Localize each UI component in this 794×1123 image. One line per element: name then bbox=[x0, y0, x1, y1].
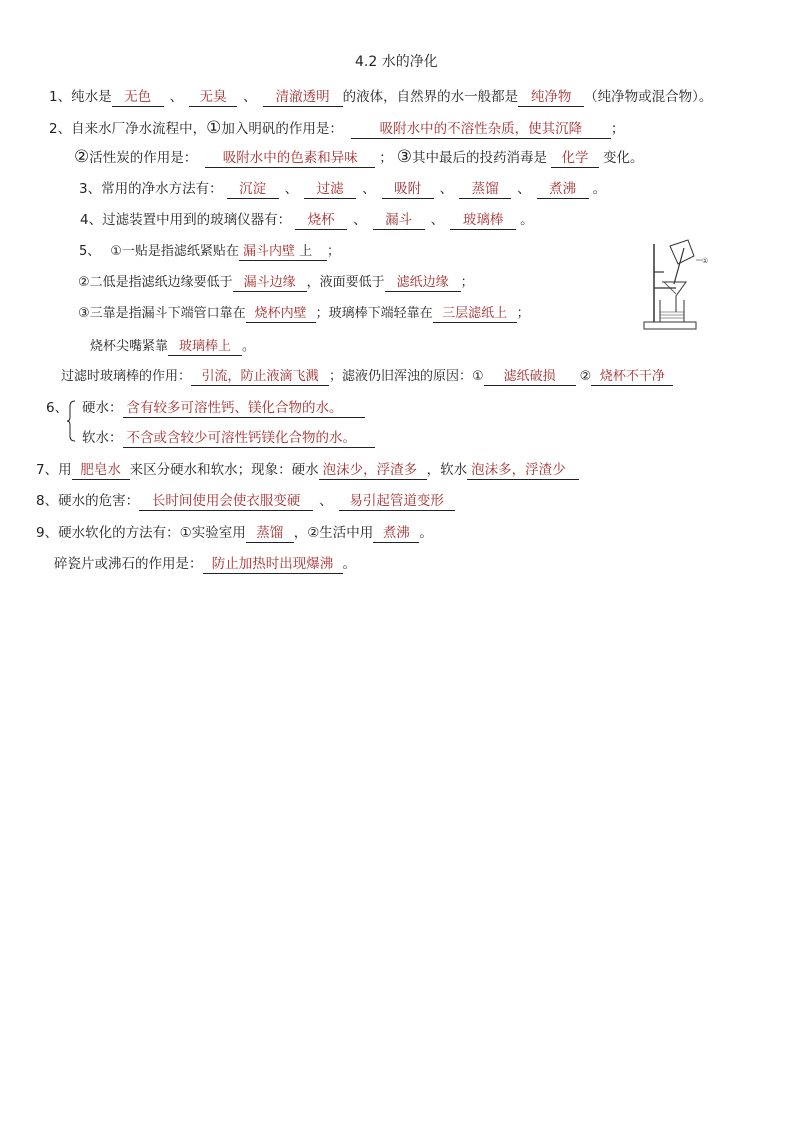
q5-line-2-text: ②二低是指滤纸边缘要低于 bbox=[78, 275, 233, 290]
q2-prefix: 2、自来水厂净水流程中， bbox=[49, 121, 207, 137]
q5-answer-funnel-edge: 漏斗边缘 bbox=[233, 274, 307, 292]
q2-part-1-end: ； bbox=[610, 121, 625, 137]
q8-prefix: 8、硬水的危害： bbox=[36, 493, 140, 509]
q5-line-4-text: 烧杯尖嘴紧靠 bbox=[90, 339, 169, 354]
q5-answer-funnel-wall bbox=[239, 243, 327, 261]
q5-line-3-end: ； bbox=[516, 306, 530, 321]
question-5-line-3 bbox=[78, 304, 530, 324]
q5-line-5-middle: ；滤液仍旧浑浊的原因：① bbox=[329, 369, 484, 384]
q7-middle-2: ，软水 bbox=[426, 462, 468, 478]
q4-answer-funnel: 漏斗 bbox=[373, 212, 425, 230]
question-9-line-2 bbox=[54, 554, 356, 574]
q6-hard-label: 硬水： bbox=[82, 400, 123, 416]
page-title: 4.2 水的净化 bbox=[355, 54, 438, 70]
q2-part-3-text: 其中最后的投药消毒是 bbox=[412, 150, 547, 166]
q9-answer-distillation: 蒸馏 bbox=[246, 525, 294, 543]
figure-label: ① bbox=[702, 257, 709, 265]
q1-answer-clear: 清澈透明 bbox=[263, 89, 343, 107]
question-2-continued bbox=[74, 147, 644, 168]
q3-answer-adsorption: 吸附 bbox=[382, 181, 434, 199]
q9-answer-boiling: 煮沸 bbox=[373, 525, 419, 543]
q7-prefix: 7、用 bbox=[36, 462, 72, 478]
q5-answer-glass-rod: 玻璃棒上 bbox=[168, 338, 242, 356]
question-5-line-5 bbox=[61, 367, 673, 387]
q3-end: 。 bbox=[592, 181, 607, 197]
q2-answer-carbon: 吸附水中的色素和异味 bbox=[205, 150, 375, 168]
q8-answer-pipes: 易引起管道变形 bbox=[339, 493, 455, 511]
q7-answer-hard-phenomenon: 泡沫少，浮渣多 bbox=[319, 462, 427, 480]
q9-line-2-text: 碎瓷片或沸石的作用是： bbox=[54, 556, 203, 572]
q3-sep: 、 bbox=[284, 181, 299, 197]
q2-mark-1: ① bbox=[206, 118, 222, 138]
q4-answer-beaker: 烧杯 bbox=[295, 212, 347, 230]
q5-line-5-middle-2: ② bbox=[579, 369, 592, 384]
q3-sep: 、 bbox=[517, 181, 531, 197]
q6-soft-label: 软水： bbox=[82, 430, 123, 446]
q5-line-5-text: 过滤时玻璃棒的作用： bbox=[61, 369, 192, 384]
q5-line-3-middle: ；玻璃棒下端轻靠在 bbox=[315, 306, 433, 321]
q9-answer-prevent-bumping: 防止加热时出现爆沸 bbox=[203, 556, 343, 574]
q3-sep: 、 bbox=[362, 181, 376, 197]
question-4 bbox=[80, 210, 534, 230]
q3-prefix: 3、常用的净水方法有： bbox=[79, 181, 223, 197]
q9-prefix: 9、硬水软化的方法有：①实验室用 bbox=[36, 525, 246, 541]
q7-middle: 来区分硬水和软水；现象：硬水 bbox=[129, 462, 319, 478]
q5-answer-tail: 上 bbox=[299, 244, 313, 259]
q6-hard-water bbox=[82, 398, 365, 418]
q5-answer-beaker-wall: 烧杯内壁 bbox=[246, 305, 316, 323]
q5-line-3-text: ③三靠是指漏斗下端管口靠在 bbox=[78, 306, 246, 321]
q8-sep: 、 bbox=[319, 493, 333, 509]
q4-sep: 、 bbox=[353, 212, 367, 228]
q2-part-3-end: 变化。 bbox=[603, 150, 644, 166]
q1-prefix: 1、纯水是 bbox=[49, 89, 112, 105]
question-8 bbox=[36, 491, 455, 511]
q1-answer-odorless: 无臭 bbox=[189, 89, 237, 107]
q5-answer-three-layers: 三层滤纸上 bbox=[433, 305, 517, 323]
q4-answer-glass-rod: 玻璃棒 bbox=[450, 212, 516, 230]
q6-soft-water bbox=[82, 428, 375, 448]
question-9 bbox=[36, 523, 433, 543]
q5-answer-text: 漏斗内壁 bbox=[242, 244, 295, 259]
q5-line-4-end: 。 bbox=[242, 339, 256, 354]
q2-part-2-end: ； bbox=[379, 150, 393, 166]
q4-sep: 、 bbox=[430, 212, 445, 228]
q7-answer-soft-phenomenon: 泡沫多，浮渣少 bbox=[467, 462, 579, 480]
q5-answer-paper-broken: 滤纸破损 bbox=[484, 368, 576, 386]
q5-answer-paper-edge: 滤纸边缘 bbox=[385, 274, 461, 292]
q3-answer-distillation: 蒸馏 bbox=[459, 181, 511, 199]
q3-sep: 、 bbox=[439, 181, 454, 197]
q1-middle: 的液体，自然界的水一般都是 bbox=[342, 89, 519, 105]
brace-icon bbox=[66, 400, 76, 442]
q5-answer-guide-flow: 引流，防止液滴飞溅 bbox=[191, 368, 329, 386]
q2-mark-2: ② bbox=[74, 147, 90, 167]
question-2 bbox=[49, 118, 624, 139]
question-5-line-4 bbox=[90, 337, 255, 357]
q5-line-1-text: ①一贴是指滤纸紧贴在 bbox=[110, 244, 239, 259]
q1-answer-pure: 纯净物 bbox=[518, 89, 584, 107]
q3-answer-filtration: 过滤 bbox=[304, 181, 356, 199]
q3-answer-sedimentation: 沉淀 bbox=[227, 181, 279, 199]
question-7 bbox=[36, 460, 579, 480]
question-3 bbox=[79, 179, 606, 199]
q2-part-2-text: 活性炭的作用是： bbox=[89, 150, 198, 166]
q1-sep: 、 bbox=[169, 89, 184, 105]
q9-end: 。 bbox=[419, 525, 433, 541]
q2-part-1-text: 加入明矾的作用是： bbox=[221, 121, 343, 137]
q4-end: 。 bbox=[520, 212, 534, 228]
q1-answer-colorless: 无色 bbox=[112, 89, 164, 107]
q9-middle: ，②生活中用 bbox=[293, 525, 374, 541]
q6-prefix: 6、 bbox=[46, 400, 69, 416]
q5-line-1-end: ； bbox=[326, 244, 340, 259]
filtration-apparatus-figure bbox=[640, 238, 716, 332]
q6-answer-soft: 不含或含较少可溶性钙镁化合物的水。 bbox=[123, 430, 375, 448]
question-1 bbox=[49, 87, 712, 107]
q1-end: （纯净物或混合物）。 bbox=[584, 89, 713, 105]
question-5-line-2 bbox=[78, 273, 474, 293]
q5-line-2-middle: ，液面要低于 bbox=[306, 275, 385, 290]
q5-answer-beaker-dirty: 烧杯不干净 bbox=[591, 368, 673, 386]
q4-prefix: 4、过滤装置中用到的玻璃仪器有： bbox=[80, 212, 292, 228]
q5-prefix: 5、 bbox=[79, 244, 101, 259]
q7-answer-soap-water: 肥皂水 bbox=[72, 462, 130, 480]
question-5-line-1 bbox=[79, 242, 340, 262]
q9-line-2-end: 。 bbox=[342, 556, 356, 572]
q6-answer-hard: 含有较多可溶性钙、镁化合物的水。 bbox=[123, 400, 365, 418]
q2-answer-chemical: 化学 bbox=[551, 150, 599, 168]
q2-answer-alum: 吸附水中的不溶性杂质，使其沉降 bbox=[351, 121, 611, 139]
q8-answer-clothes: 长时间使用会使衣服变硬 bbox=[139, 493, 313, 511]
q2-mark-3: ③ bbox=[396, 147, 412, 167]
q1-sep: 、 bbox=[243, 89, 257, 105]
q5-line-2-end: ； bbox=[460, 275, 474, 290]
q3-answer-boiling: 煮沸 bbox=[537, 181, 589, 199]
